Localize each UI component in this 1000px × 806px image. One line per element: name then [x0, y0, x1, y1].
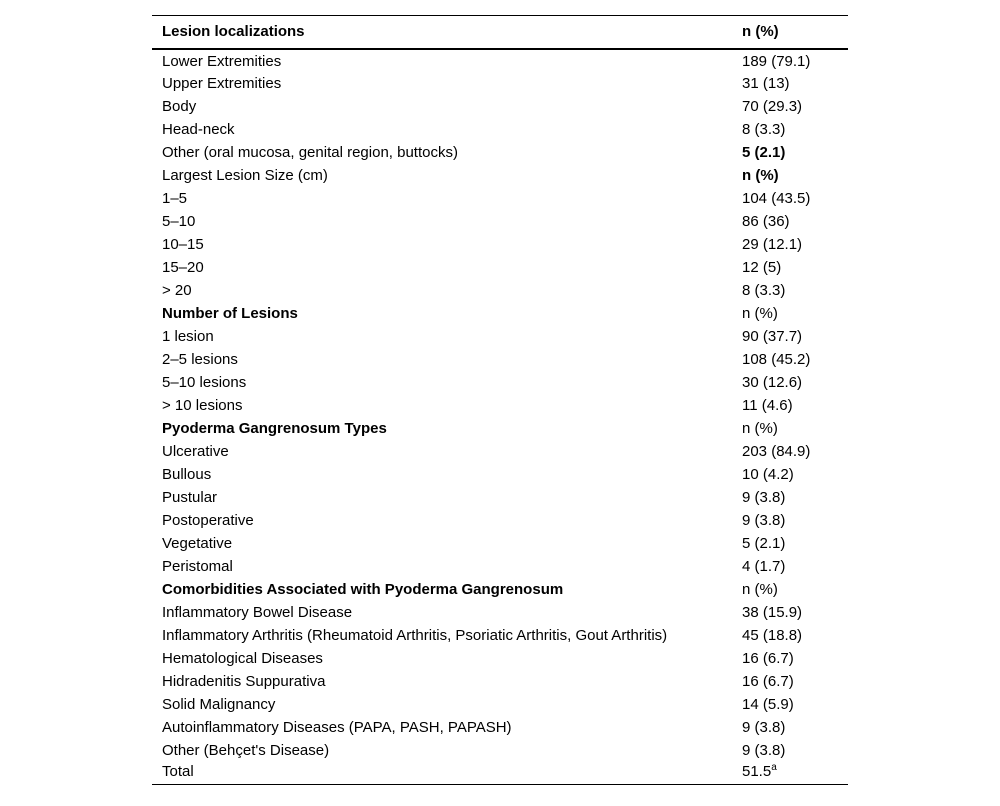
row-value-text: 9 (3.8) — [742, 511, 786, 529]
row-value — [732, 325, 848, 348]
row-value-text: 16 (6.7) — [742, 672, 794, 690]
row-label: Comorbidities Associated with Pyoderma Gangrenosum — [162, 580, 564, 598]
row-label: Head-neck — [162, 120, 235, 138]
row-value — [732, 233, 848, 256]
row-value-text: 4 (1.7) — [742, 557, 786, 575]
row-value — [732, 624, 848, 647]
lesion-table — [152, 15, 848, 785]
row-label: Autoinflammatory Diseases (PAPA, PASH, PAPASH) — [162, 718, 512, 736]
row-value-text: 9 (3.8) — [742, 488, 786, 506]
row-value — [732, 210, 848, 233]
table-row — [152, 601, 848, 624]
row-label: Other (Behçet's Disease) — [162, 741, 330, 759]
row-value — [732, 348, 848, 371]
table-row — [152, 463, 848, 486]
table-row — [152, 95, 848, 118]
row-label: Solid Malignancy — [162, 695, 276, 713]
row-value-text: 16 (6.7) — [742, 649, 794, 667]
table-row — [152, 394, 848, 417]
row-value-text: 31 (13) — [742, 74, 790, 92]
header-value: n (%) — [732, 16, 848, 49]
table-row — [152, 118, 848, 141]
row-value — [732, 371, 848, 394]
table-row — [152, 72, 848, 95]
row-label: Upper Extremities — [162, 74, 282, 92]
row-label: Body — [162, 97, 197, 115]
row-value — [732, 95, 848, 118]
row-label: Postoperative — [162, 511, 254, 529]
row-label: Vegetative — [162, 534, 233, 552]
table-row — [152, 555, 848, 578]
row-value — [732, 463, 848, 486]
row-value-text: 9 (3.8) — [742, 741, 786, 759]
table-row — [152, 647, 848, 670]
row-value — [732, 601, 848, 624]
row-value — [732, 118, 848, 141]
row-value-text: 38 (15.9) — [742, 603, 803, 621]
table-row — [152, 739, 848, 762]
row-label: 2‒5 lesions — [162, 350, 238, 368]
table-row — [152, 693, 848, 716]
row-value-text: 203 (84.9) — [742, 442, 811, 460]
row-value — [732, 440, 848, 463]
table-row — [152, 486, 848, 509]
row-value-text: 108 (45.2) — [742, 350, 811, 368]
row-value-text: 8 (3.3) — [742, 120, 786, 138]
row-label: Total — [152, 762, 732, 785]
row-value-text: 70 (29.3) — [742, 97, 803, 115]
row-value-text: n (%) — [742, 419, 778, 437]
table-row — [152, 256, 848, 279]
table-row — [152, 716, 848, 739]
row-value — [732, 693, 848, 716]
table-row — [152, 233, 848, 256]
header-label: Lesion localizations — [152, 16, 732, 49]
row-value-text: 86 (36) — [742, 212, 790, 230]
table-row — [152, 417, 848, 440]
table-row — [152, 578, 848, 601]
row-value — [732, 49, 848, 72]
row-value-text: 5 (2.1) — [742, 534, 786, 552]
row-value — [732, 670, 848, 693]
row-value-text: 11 (4.6) — [742, 396, 793, 414]
row-value — [732, 394, 848, 417]
table-header-row — [152, 16, 848, 49]
table-row — [152, 371, 848, 394]
row-value — [732, 164, 848, 187]
row-value — [732, 762, 848, 785]
row-value-text: 104 (43.5) — [742, 189, 811, 207]
row-value — [732, 417, 848, 440]
data-table-container — [152, 15, 848, 785]
row-label: 1 lesion — [162, 327, 214, 345]
row-value-text: 45 (18.8) — [742, 626, 803, 644]
table-row — [152, 49, 848, 72]
row-label: Peristomal — [162, 557, 233, 575]
row-label: 15‒20 — [162, 258, 204, 276]
row-value-text: 51.5 — [742, 763, 772, 781]
row-value — [732, 716, 848, 739]
row-label: 5‒10 — [162, 212, 196, 230]
row-value-text: 14 (5.9) — [742, 695, 794, 713]
row-label: Pyoderma Gangrenosum Types — [162, 419, 387, 437]
row-value-text: 10 (4.2) — [742, 465, 794, 483]
row-value-text: 12 (5) — [742, 258, 782, 276]
table-row — [152, 302, 848, 325]
row-value — [732, 302, 848, 325]
row-label: 1‒5 — [162, 189, 188, 207]
row-value-text: 189 (79.1) — [742, 53, 811, 70]
row-label: Number of Lesions — [162, 304, 298, 322]
row-value — [732, 647, 848, 670]
row-value — [732, 555, 848, 578]
row-value — [732, 72, 848, 95]
row-value — [732, 739, 848, 762]
row-value — [732, 486, 848, 509]
row-value-text: 90 (37.7) — [742, 327, 803, 345]
table-row — [152, 624, 848, 647]
row-value — [732, 532, 848, 555]
row-value-text: n (%) — [742, 304, 778, 322]
row-label: Other (oral mucosa, genital region, buttocks) — [162, 143, 458, 161]
table-row — [152, 509, 848, 532]
row-value-text: 30 (12.6) — [742, 373, 803, 391]
row-label: Bullous — [162, 465, 212, 483]
table-row — [152, 670, 848, 693]
row-value-text: n (%) — [742, 166, 779, 184]
row-label: Ulcerative — [162, 442, 229, 460]
row-label: 10‒15 — [162, 235, 204, 253]
table-row — [152, 325, 848, 348]
row-value-text: 9 (3.8) — [742, 718, 786, 736]
row-value — [732, 187, 848, 210]
table-row — [152, 187, 848, 210]
row-value-text: 5 (2.1) — [742, 143, 786, 161]
table-row — [152, 210, 848, 233]
row-value-text: 29 (12.1) — [742, 235, 803, 253]
row-value — [732, 279, 848, 302]
table-row — [152, 164, 848, 187]
table-row — [152, 440, 848, 463]
table-body — [152, 49, 848, 785]
row-value-text: 8 (3.3) — [742, 281, 786, 299]
row-label: Inflammatory Arthritis (Rheumatoid Arthritis, Psoriatic Arthritis, Gout Arthritis) — [162, 626, 668, 644]
row-label: Pustular — [162, 488, 218, 506]
row-value-text: n (%) — [742, 580, 778, 598]
table-row — [152, 762, 848, 785]
row-value — [732, 256, 848, 279]
row-label: Inflammatory Bowel Disease — [162, 603, 353, 621]
row-label: > 10 lesions — [162, 396, 243, 414]
row-label: Hidradenitis Suppurativa — [162, 672, 326, 690]
row-label: Hematological Diseases — [162, 649, 323, 667]
row-value — [732, 509, 848, 532]
table-row — [152, 141, 848, 164]
row-value — [732, 141, 848, 164]
footnote-marker: a — [771, 762, 777, 774]
row-label: > 20 — [162, 281, 192, 299]
row-label: Largest Lesion Size (cm) — [162, 166, 328, 184]
row-label: 5‒10 lesions — [162, 373, 247, 391]
row-label: Lower Extremities — [162, 53, 282, 70]
table-row — [152, 532, 848, 555]
row-value — [732, 578, 848, 601]
table-row — [152, 348, 848, 371]
table-row — [152, 279, 848, 302]
